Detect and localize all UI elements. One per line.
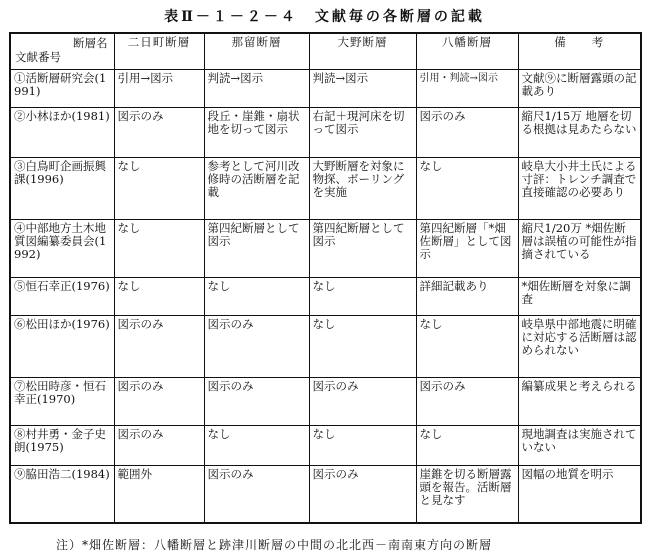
cell: 第四紀断層「*畑佐断層」として図示 — [416, 219, 518, 277]
table-row — [10, 69, 641, 107]
cell: 詳細記載あり — [416, 277, 518, 315]
cell: 編纂成果と考えられる — [518, 377, 641, 425]
doc-cell: ⑧村井勇・金子史朗(1975) — [10, 425, 114, 465]
cell: 判読→図示 — [309, 69, 416, 107]
cell: なし — [114, 277, 204, 315]
cell: 図示のみ — [204, 465, 309, 523]
cell: 第四紀断層として図示 — [204, 219, 309, 277]
cell: なし — [309, 277, 416, 315]
cell: 現地調査は実施されていない — [518, 425, 641, 465]
cell: なし — [204, 277, 309, 315]
cell: なし — [416, 157, 518, 219]
doc-cell: ④中部地方土木地質図編纂委員会(1992) — [10, 219, 114, 277]
table-row — [10, 315, 641, 377]
cell: 引用・判読→図示 — [416, 69, 518, 107]
table-row — [10, 219, 641, 277]
doc-cell: ①活断層研究会(1991) — [10, 69, 114, 107]
cell: 縮尺1/15万 地層を切る根拠は見あたらない — [518, 107, 641, 157]
doc-cell: ⑨脇田浩二(1984) — [10, 465, 114, 523]
cell: 範囲外 — [114, 465, 204, 523]
cell: 文献⑨に断層露頭の記載あり — [518, 69, 641, 107]
cell: 右記＋現河床を切って図示 — [309, 107, 416, 157]
table-row — [10, 157, 641, 219]
cell: 図示のみ — [416, 107, 518, 157]
cell: なし — [204, 425, 309, 465]
col-header-futsukamachi: 二日町断層 — [114, 33, 204, 69]
cell: 縮尺1/20万 *畑佐断層は誤植の可能性が指摘されている — [518, 219, 641, 277]
doc-cell: ⑦松田時彦・恒石幸正(1970) — [10, 377, 114, 425]
cell: *畑佐断層を対象に調査 — [518, 277, 641, 315]
cell: なし — [114, 157, 204, 219]
cell: 図示のみ — [114, 377, 204, 425]
cell: 段丘・崖錐・扇状地を切って図示 — [204, 107, 309, 157]
cell: なし — [114, 219, 204, 277]
page-title: 表Ⅱ－１－２－４ 文献毎の各断層の記載 — [164, 9, 485, 25]
doc-cell: ②小林ほか(1981) — [10, 107, 114, 157]
cell: 参考として河川改修時の活断層を記載 — [204, 157, 309, 219]
col-header-remarks: 備 考 — [518, 33, 641, 69]
table-row — [10, 277, 641, 315]
cell: なし — [309, 425, 416, 465]
doc-cell: ⑤恒石幸正(1976) — [10, 277, 114, 315]
cell: 図示のみ — [416, 377, 518, 425]
cell: 第四紀断層として図示 — [309, 219, 416, 277]
col-header-ono: 大野断層 — [309, 33, 416, 69]
cell: 図示のみ — [309, 377, 416, 425]
table-corner-header — [10, 33, 114, 69]
cell: 図示のみ — [204, 315, 309, 377]
col-header-hachiman: 八幡断層 — [416, 33, 518, 69]
cell: 図示のみ — [309, 465, 416, 523]
table-row — [10, 425, 641, 465]
footnote: 注）*畑佐断層：八幡断層と跡津川断層の中間の北北西－南南東方向の断層 — [56, 538, 493, 552]
cell: 図示のみ — [114, 425, 204, 465]
table-row — [10, 377, 641, 425]
table-row — [10, 465, 641, 523]
cell: 岐阜県中部地震に明確に対応する活断層は認められない — [518, 315, 641, 377]
fault-name-header: 断層名 — [73, 36, 108, 50]
cell: 判読→図示 — [204, 69, 309, 107]
cell: 図示のみ — [204, 377, 309, 425]
cell: 図示のみ — [114, 107, 204, 157]
cell: 図幅の地質を明示 — [518, 465, 641, 523]
cell: 引用→図示 — [114, 69, 204, 107]
table-row — [10, 107, 641, 157]
cell: なし — [416, 315, 518, 377]
document-number-header: 文献番号 — [15, 50, 61, 64]
col-header-naru: 那留断層 — [204, 33, 309, 69]
doc-cell: ⑥松田ほか(1976) — [10, 315, 114, 377]
cell: なし — [416, 425, 518, 465]
doc-cell: ③白鳥町企画振興課(1996) — [10, 157, 114, 219]
cell: 崖錐を切る断層露頭を報告。活断層と見なす — [416, 465, 518, 523]
cell: なし — [309, 315, 416, 377]
cell: 大野断層を対象に物探、ボーリングを実施 — [309, 157, 416, 219]
cell: 岐阜大小井土氏による寸評：トレンチ調査で直接確認の必要あり — [518, 157, 641, 219]
fault-documents-table — [9, 32, 642, 524]
cell: 図示のみ — [114, 315, 204, 377]
